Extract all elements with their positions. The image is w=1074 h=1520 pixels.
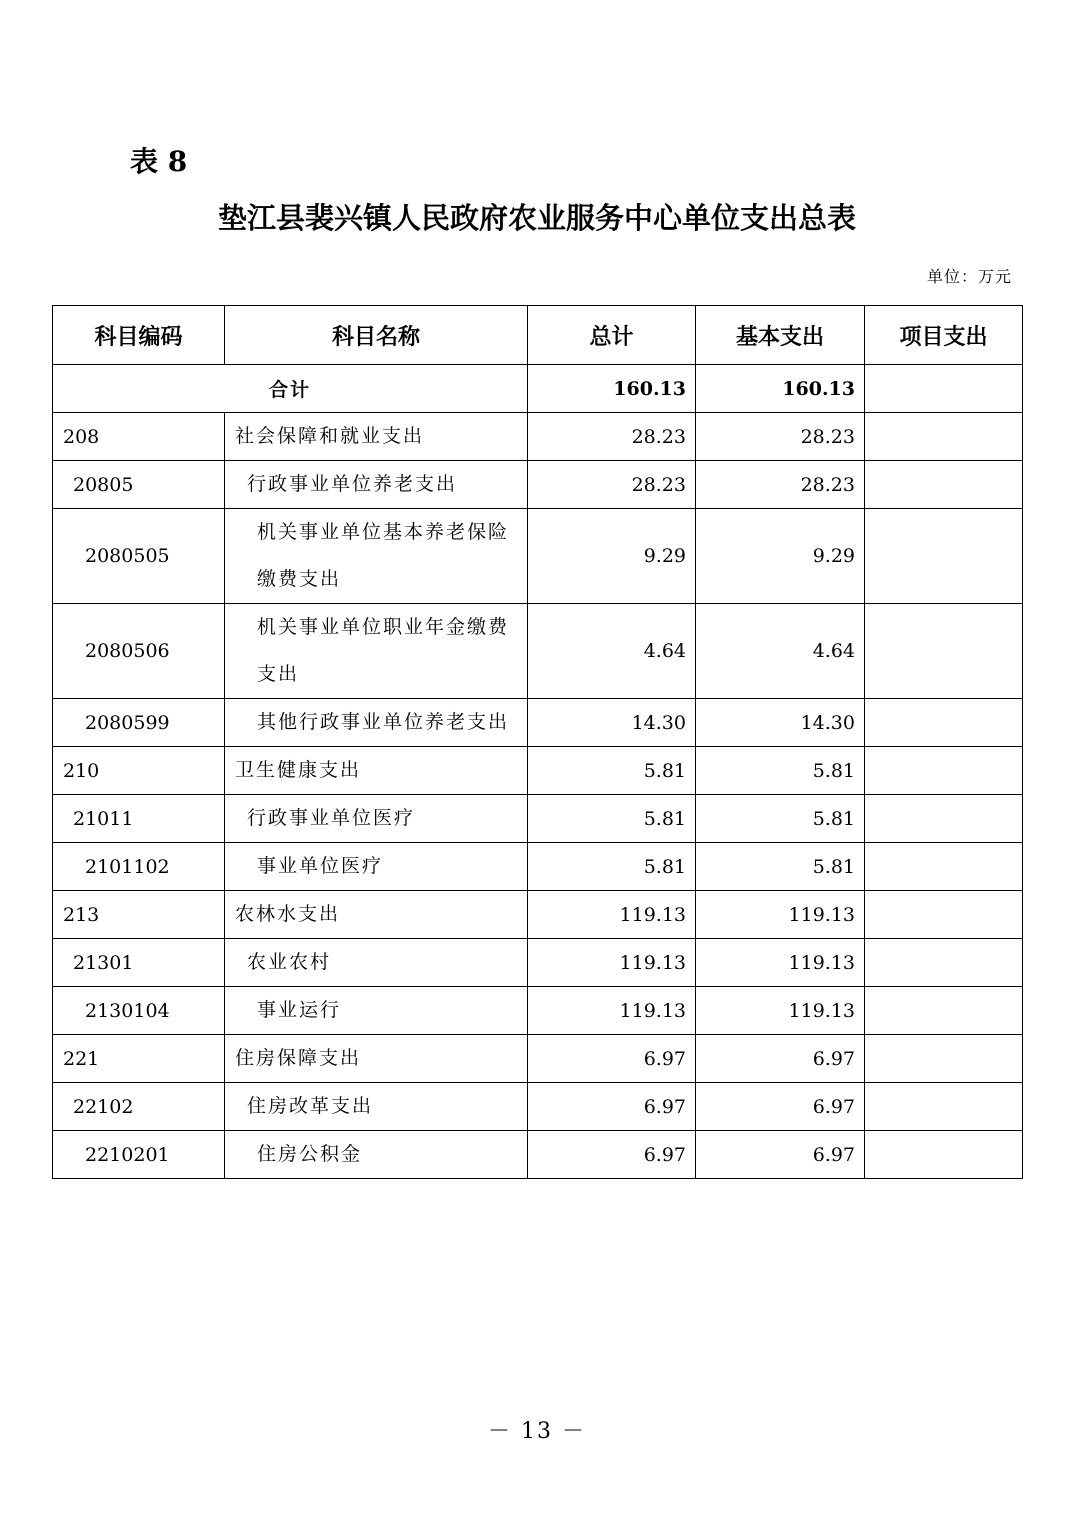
table-row <box>53 795 1023 843</box>
basic-expense-cell: 9.29 <box>696 509 865 604</box>
page-number: － 13 － <box>488 1419 586 1444</box>
basic-expense-cell: 28.23 <box>696 461 865 509</box>
subject-name-cell: 事业运行 <box>225 987 528 1035</box>
basic-expense-cell: 6.97 <box>696 1035 865 1083</box>
project-expense-cell <box>865 604 1023 699</box>
total-project-value <box>865 365 1023 413</box>
table-row <box>53 413 1023 461</box>
subject-name-cell: 其他行政事业单位养老支出 <box>225 699 528 747</box>
table-row <box>53 1035 1023 1083</box>
basic-expense-cell: 5.81 <box>696 795 865 843</box>
total-value: 160.13 <box>528 365 696 413</box>
subject-name-cell: 住房改革支出 <box>225 1083 528 1131</box>
basic-expense-cell: 119.13 <box>696 891 865 939</box>
subject-code-cell: 208 <box>53 413 225 461</box>
subject-name-cell: 行政事业单位养老支出 <box>225 461 528 509</box>
basic-expense-cell: 28.23 <box>696 413 865 461</box>
project-expense-cell <box>865 747 1023 795</box>
project-expense-cell <box>865 795 1023 843</box>
project-expense-cell <box>865 1131 1023 1179</box>
project-expense-cell <box>865 413 1023 461</box>
table-row <box>53 939 1023 987</box>
project-expense-cell <box>865 1083 1023 1131</box>
header-basic-expense: 基本支出 <box>696 306 865 365</box>
total-cell: 4.64 <box>528 604 696 699</box>
total-cell: 5.81 <box>528 843 696 891</box>
page-title: 垫江县裴兴镇人民政府农业服务中心单位支出总表 <box>217 201 856 235</box>
subject-name-cell: 事业单位医疗 <box>225 843 528 891</box>
total-cell: 28.23 <box>528 461 696 509</box>
basic-expense-cell: 5.81 <box>696 843 865 891</box>
table-row <box>53 891 1023 939</box>
table-row <box>53 747 1023 795</box>
subject-name-cell: 住房保障支出 <box>225 1035 528 1083</box>
table-row <box>53 1131 1023 1179</box>
basic-expense-cell: 4.64 <box>696 604 865 699</box>
subject-code-cell: 20805 <box>53 461 225 509</box>
subject-name-cell: 行政事业单位医疗 <box>225 795 528 843</box>
basic-expense-cell: 6.97 <box>696 1131 865 1179</box>
total-cell: 28.23 <box>528 413 696 461</box>
table-row <box>53 509 1023 604</box>
subject-name-cell: 住房公积金 <box>225 1131 528 1179</box>
table-row <box>53 1083 1023 1131</box>
table-row <box>53 461 1023 509</box>
project-expense-cell <box>865 891 1023 939</box>
subject-code-cell: 2130104 <box>53 987 225 1035</box>
total-cell: 6.97 <box>528 1083 696 1131</box>
total-cell: 9.29 <box>528 509 696 604</box>
table-row <box>53 699 1023 747</box>
subject-name-cell: 机关事业单位职业年金缴费支出 <box>225 604 528 699</box>
subject-code-cell: 2080599 <box>53 699 225 747</box>
subject-name-cell: 农林水支出 <box>225 891 528 939</box>
project-expense-cell <box>865 1035 1023 1083</box>
table-label: 表 8 <box>130 145 188 178</box>
header-project-expense: 项目支出 <box>865 306 1023 365</box>
basic-expense-cell: 5.81 <box>696 747 865 795</box>
total-cell: 14.30 <box>528 699 696 747</box>
total-cell: 6.97 <box>528 1131 696 1179</box>
table-row <box>53 604 1023 699</box>
subject-code-cell: 22102 <box>53 1083 225 1131</box>
total-cell: 119.13 <box>528 939 696 987</box>
subject-code-cell: 221 <box>53 1035 225 1083</box>
table-row <box>53 987 1023 1035</box>
project-expense-cell <box>865 939 1023 987</box>
total-basic-value: 160.13 <box>696 365 865 413</box>
subject-code-cell: 2080505 <box>53 509 225 604</box>
unit-label: 单位：万元 <box>926 267 1012 286</box>
subject-code-cell: 213 <box>53 891 225 939</box>
total-cell: 119.13 <box>528 891 696 939</box>
project-expense-cell <box>865 987 1023 1035</box>
subject-name-cell: 社会保障和就业支出 <box>225 413 528 461</box>
total-row <box>53 365 1023 413</box>
total-cell: 6.97 <box>528 1035 696 1083</box>
basic-expense-cell: 14.30 <box>696 699 865 747</box>
subject-code-cell: 210 <box>53 747 225 795</box>
project-expense-cell <box>865 843 1023 891</box>
subject-code-cell: 2080506 <box>53 604 225 699</box>
header-total: 总计 <box>528 306 696 365</box>
header-subject-code: 科目编码 <box>53 306 225 365</box>
table-row <box>53 843 1023 891</box>
total-cell: 5.81 <box>528 747 696 795</box>
total-label: 合计 <box>53 365 528 413</box>
subject-code-cell: 2210201 <box>53 1131 225 1179</box>
header-subject-name: 科目名称 <box>225 306 528 365</box>
total-cell: 119.13 <box>528 987 696 1035</box>
basic-expense-cell: 119.13 <box>696 939 865 987</box>
table-header-row <box>53 306 1023 365</box>
project-expense-cell <box>865 509 1023 604</box>
project-expense-cell <box>865 699 1023 747</box>
basic-expense-cell: 6.97 <box>696 1083 865 1131</box>
subject-name-cell: 农业农村 <box>225 939 528 987</box>
subject-code-cell: 21011 <box>53 795 225 843</box>
subject-name-cell: 卫生健康支出 <box>225 747 528 795</box>
subject-name-cell: 机关事业单位基本养老保险缴费支出 <box>225 509 528 604</box>
basic-expense-cell: 119.13 <box>696 987 865 1035</box>
project-expense-cell <box>865 461 1023 509</box>
expense-table <box>52 305 1023 1179</box>
total-cell: 5.81 <box>528 795 696 843</box>
subject-code-cell: 2101102 <box>53 843 225 891</box>
subject-code-cell: 21301 <box>53 939 225 987</box>
